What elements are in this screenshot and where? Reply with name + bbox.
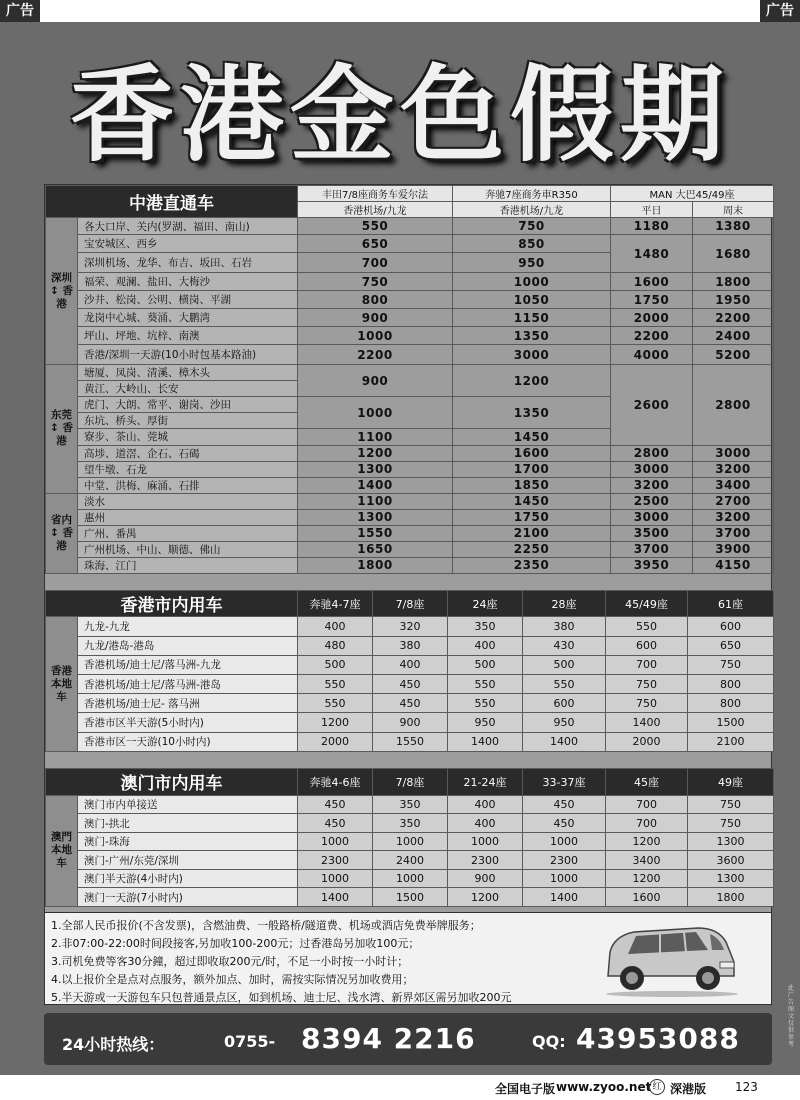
price-cell: 1200 bbox=[448, 888, 523, 907]
macau-table bbox=[45, 768, 774, 907]
route-cell: 香港市区半天游(5小时内) bbox=[78, 713, 298, 732]
price-cell: 450 bbox=[523, 814, 606, 833]
price-cell: 900 bbox=[298, 365, 453, 397]
price-cell: 750 bbox=[688, 655, 774, 674]
route-cell: 澳门-广州/东莞/深圳 bbox=[78, 851, 298, 870]
price-cell: 1480 bbox=[611, 235, 693, 273]
price-cell: 1350 bbox=[453, 397, 611, 429]
price-cell: 750 bbox=[606, 694, 688, 713]
vehicle-benz: 奔驰7座商务車R350 bbox=[453, 186, 611, 202]
price-cell: 2000 bbox=[611, 309, 693, 327]
price-cell: 500 bbox=[523, 655, 606, 674]
footer-site-link[interactable]: www.zyoo.net bbox=[556, 1080, 652, 1094]
price-cell: 1850 bbox=[453, 477, 611, 493]
price-cell: 600 bbox=[523, 694, 606, 713]
price-cell: 1550 bbox=[373, 732, 448, 751]
hotline-label: 24小时热线： bbox=[62, 1035, 165, 1054]
region-province: 省内 ↕ 香港 bbox=[46, 493, 78, 573]
price-cell: 3700 bbox=[611, 541, 693, 557]
hongkong-rows bbox=[46, 617, 774, 752]
headline: 香港金色假期 bbox=[69, 54, 730, 176]
price-cell: 3950 bbox=[611, 557, 693, 573]
side-credit: 此广告图文仅供参考 bbox=[788, 985, 795, 1048]
price-cell: 1000 bbox=[298, 327, 453, 345]
qq-number: 43953088 bbox=[576, 1022, 740, 1055]
route-cell: 惠州 bbox=[78, 509, 298, 525]
price-cell: 400 bbox=[448, 814, 523, 833]
table-row bbox=[46, 869, 774, 888]
route-cell: 九龙-九龙 bbox=[78, 617, 298, 636]
col-header: 45/49座 bbox=[606, 591, 688, 617]
route-cell: 淡水 bbox=[78, 493, 298, 509]
price-cell: 550 bbox=[298, 675, 373, 694]
footer-logo-icon: 红 bbox=[649, 1079, 665, 1095]
price-cell: 600 bbox=[606, 636, 688, 655]
price-cell: 2500 bbox=[611, 493, 693, 509]
route-cell: 高埗、道滘、企石、石碣 bbox=[78, 445, 298, 461]
price-cell: 2800 bbox=[693, 365, 774, 445]
price-cell: 750 bbox=[606, 675, 688, 694]
price-cell: 650 bbox=[688, 636, 774, 655]
price-cell: 2400 bbox=[373, 851, 448, 870]
col-header: 33-37座 bbox=[523, 769, 606, 796]
route-cell: 广州、番禺 bbox=[78, 525, 298, 541]
price-cell: 1300 bbox=[298, 461, 453, 477]
route-cell: 寮步、茶山、莞城 bbox=[78, 429, 298, 445]
price-cell: 350 bbox=[448, 617, 523, 636]
price-cell: 750 bbox=[688, 814, 774, 833]
price-cell: 3500 bbox=[611, 525, 693, 541]
price-cell: 2600 bbox=[611, 365, 693, 445]
price-cell: 3700 bbox=[693, 525, 774, 541]
price-cell: 4150 bbox=[693, 557, 774, 573]
price-cell: 650 bbox=[298, 235, 453, 253]
route-cell: 各大口岸、关内(罗湖、福田、南山) bbox=[78, 218, 298, 235]
region-hongkong: 香港 本地 车 bbox=[46, 617, 78, 752]
region-macau: 澳門 本地 车 bbox=[46, 795, 78, 906]
table-row bbox=[46, 655, 774, 674]
route-cell: 虎门、大朗、常平、谢岗、沙田 bbox=[78, 397, 298, 413]
crossborder-title: 中港直通车 bbox=[46, 186, 298, 218]
price-cell: 2200 bbox=[693, 309, 774, 327]
price-cell: 3400 bbox=[693, 477, 774, 493]
price-cell: 2350 bbox=[453, 557, 611, 573]
subhead-weekday: 平日 bbox=[611, 202, 693, 218]
price-cell: 1400 bbox=[606, 713, 688, 732]
price-cell: 550 bbox=[298, 218, 453, 235]
price-cell: 1750 bbox=[611, 291, 693, 309]
price-cell: 900 bbox=[448, 869, 523, 888]
price-cell: 1500 bbox=[373, 888, 448, 907]
price-cell: 2000 bbox=[606, 732, 688, 751]
price-cell: 1000 bbox=[373, 832, 448, 851]
hongkong-table bbox=[45, 590, 774, 752]
price-cell: 1180 bbox=[611, 218, 693, 235]
route-cell: 香港机场/迪士尼- 落马洲 bbox=[78, 694, 298, 713]
price-cell: 2100 bbox=[688, 732, 774, 751]
price-cell: 1800 bbox=[693, 273, 774, 291]
price-cell: 2200 bbox=[298, 345, 453, 365]
price-cell: 800 bbox=[298, 291, 453, 309]
ad-tag-left: 广告 bbox=[0, 0, 40, 22]
vehicle-toyota: 丰田7/8座商务车爱尔法 bbox=[298, 186, 453, 202]
price-cell: 1500 bbox=[688, 713, 774, 732]
table-row bbox=[46, 675, 774, 694]
price-cell: 2400 bbox=[693, 327, 774, 345]
price-cell: 450 bbox=[298, 795, 373, 814]
note-line: 1.全部人民币报价(不含发票)，含燃油费、一般路桥/隧道费、机场或酒店免费举牌服务； bbox=[51, 919, 481, 932]
price-cell: 3000 bbox=[611, 461, 693, 477]
price-cell: 2700 bbox=[693, 493, 774, 509]
macau-rows bbox=[46, 795, 774, 906]
price-cell: 2800 bbox=[611, 445, 693, 461]
price-cell: 2200 bbox=[611, 327, 693, 345]
price-cell: 700 bbox=[606, 795, 688, 814]
price-cell: 1350 bbox=[453, 327, 611, 345]
price-cell: 380 bbox=[373, 636, 448, 655]
table-row bbox=[46, 795, 774, 814]
col-header: 28座 bbox=[523, 591, 606, 617]
price-cell: 700 bbox=[606, 655, 688, 674]
route-cell: 望牛墩、石龙 bbox=[78, 461, 298, 477]
price-cell: 700 bbox=[298, 253, 453, 273]
price-cell: 450 bbox=[373, 694, 448, 713]
price-cell: 1300 bbox=[688, 869, 774, 888]
price-cell: 3000 bbox=[693, 445, 774, 461]
hotline-bar bbox=[44, 1013, 772, 1065]
route-cell: 香港机场/迪士尼/落马洲-港岛 bbox=[78, 675, 298, 694]
price-cell: 3600 bbox=[688, 851, 774, 870]
price-cell: 480 bbox=[298, 636, 373, 655]
price-cell: 800 bbox=[688, 694, 774, 713]
price-cell: 350 bbox=[373, 814, 448, 833]
price-cell: 3400 bbox=[606, 851, 688, 870]
vehicle-bus: MAN 大巴45/49座 bbox=[611, 186, 774, 202]
price-cell: 1300 bbox=[298, 509, 453, 525]
footer-section: 深港版 bbox=[670, 1082, 707, 1096]
route-cell: 澳门一天游(7小时内) bbox=[78, 888, 298, 907]
section-gap bbox=[45, 752, 771, 768]
route-cell: 广州机场、中山、顺德、佛山 bbox=[78, 541, 298, 557]
route-cell: 澳门半天游(4小时内) bbox=[78, 869, 298, 888]
price-cell: 750 bbox=[298, 273, 453, 291]
price-cell: 1450 bbox=[453, 493, 611, 509]
route-cell: 九龙/港岛-港岛 bbox=[78, 636, 298, 655]
price-cell: 500 bbox=[298, 655, 373, 674]
col-header: 24座 bbox=[448, 591, 523, 617]
route-cell: 黄江、大岭山、长安 bbox=[78, 381, 298, 397]
table-row bbox=[46, 636, 774, 655]
price-cell: 550 bbox=[523, 675, 606, 694]
price-cell: 430 bbox=[523, 636, 606, 655]
price-cell: 550 bbox=[606, 617, 688, 636]
footer-edition: 全国电子版 bbox=[495, 1082, 556, 1096]
note-line: 2.非07:00-22:00时间段接客,另加收100-200元；过香港岛另加收100元； bbox=[51, 937, 420, 950]
price-cell: 1800 bbox=[688, 888, 774, 907]
route-cell: 宝安城区、西乡 bbox=[78, 235, 298, 253]
price-cell: 600 bbox=[688, 617, 774, 636]
price-cell: 4000 bbox=[611, 345, 693, 365]
price-cell: 1650 bbox=[298, 541, 453, 557]
route-cell: 沙井、松岗、公明、横岗、平湖 bbox=[78, 291, 298, 309]
route-cell: 澳门市内单接送 bbox=[78, 795, 298, 814]
route-cell: 中堂、洪梅、麻涌、石排 bbox=[78, 477, 298, 493]
col-header: 45座 bbox=[606, 769, 688, 796]
price-cell: 1000 bbox=[298, 397, 453, 429]
price-cell: 1400 bbox=[298, 888, 373, 907]
price-cell: 1000 bbox=[373, 869, 448, 888]
price-cell: 1450 bbox=[453, 429, 611, 445]
page-footer bbox=[0, 1075, 800, 1100]
price-cell: 900 bbox=[373, 713, 448, 732]
route-cell: 香港/深圳一天游(10小时包基本路油) bbox=[78, 345, 298, 365]
region-shenzhen: 深圳 ↕ 香港 bbox=[46, 218, 78, 365]
table-row bbox=[46, 832, 774, 851]
price-cell: 3900 bbox=[693, 541, 774, 557]
price-cell: 1300 bbox=[688, 832, 774, 851]
route-cell: 澳门-拱北 bbox=[78, 814, 298, 833]
price-cell: 5200 bbox=[693, 345, 774, 365]
col-header: 7/8座 bbox=[373, 769, 448, 796]
price-cell: 2000 bbox=[298, 732, 373, 751]
macau-title: 澳门市内用车 bbox=[46, 769, 298, 796]
price-cell: 550 bbox=[448, 694, 523, 713]
price-cell: 1100 bbox=[298, 493, 453, 509]
price-cell: 750 bbox=[453, 218, 611, 235]
price-cell: 1600 bbox=[611, 273, 693, 291]
qq-label: QQ: bbox=[532, 1032, 566, 1051]
price-cell: 500 bbox=[448, 655, 523, 674]
price-cell: 1950 bbox=[693, 291, 774, 309]
section-gap bbox=[45, 574, 771, 590]
price-cell: 800 bbox=[688, 675, 774, 694]
price-cell: 3200 bbox=[611, 477, 693, 493]
price-board bbox=[44, 184, 772, 989]
hotline-number: 8394 2216 bbox=[301, 1022, 476, 1055]
col-header: 61座 bbox=[688, 591, 774, 617]
table-row bbox=[46, 694, 774, 713]
price-cell: 380 bbox=[523, 617, 606, 636]
hongkong-title: 香港市内用车 bbox=[46, 591, 298, 617]
price-cell: 550 bbox=[448, 675, 523, 694]
subhead-benz: 香港机场/九龙 bbox=[453, 202, 611, 218]
route-cell: 香港市区一天游(10小时内) bbox=[78, 732, 298, 751]
table-row bbox=[46, 713, 774, 732]
route-cell: 塘厦、凤岗、清溪、樟木头 bbox=[78, 365, 298, 381]
price-cell: 1600 bbox=[453, 445, 611, 461]
price-cell: 1050 bbox=[453, 291, 611, 309]
price-cell: 400 bbox=[448, 795, 523, 814]
ad-tag-right: 广告 bbox=[760, 0, 800, 22]
price-cell: 1800 bbox=[298, 557, 453, 573]
crossborder-table bbox=[45, 185, 774, 574]
price-cell: 1200 bbox=[606, 832, 688, 851]
price-cell: 2250 bbox=[453, 541, 611, 557]
price-cell: 1400 bbox=[523, 732, 606, 751]
price-cell: 950 bbox=[523, 713, 606, 732]
price-cell: 1600 bbox=[606, 888, 688, 907]
price-cell: 1400 bbox=[448, 732, 523, 751]
price-cell: 450 bbox=[298, 814, 373, 833]
price-cell: 1000 bbox=[453, 273, 611, 291]
note-line: 3.司机免费等客30分鐘，超过即收取200元/时，不足一小时按一小时计； bbox=[51, 955, 409, 968]
price-cell: 700 bbox=[606, 814, 688, 833]
price-cell: 950 bbox=[453, 253, 611, 273]
price-cell: 450 bbox=[523, 795, 606, 814]
subhead-weekend: 周末 bbox=[693, 202, 774, 218]
price-cell: 1000 bbox=[523, 869, 606, 888]
col-header: 49座 bbox=[688, 769, 774, 796]
price-cell: 3200 bbox=[693, 461, 774, 477]
note-line: 5.半天游或一天游包车只包普通景点区，如到机场、迪士尼、浅水湾、新界郊区需另加收200元 bbox=[51, 991, 512, 1004]
price-cell: 950 bbox=[448, 713, 523, 732]
price-cell: 1200 bbox=[453, 365, 611, 397]
price-cell: 1400 bbox=[298, 477, 453, 493]
price-cell: 1200 bbox=[606, 869, 688, 888]
price-cell: 850 bbox=[453, 235, 611, 253]
price-cell: 1150 bbox=[453, 309, 611, 327]
price-cell: 1000 bbox=[448, 832, 523, 851]
price-cell: 1100 bbox=[298, 429, 453, 445]
price-cell: 400 bbox=[448, 636, 523, 655]
price-cell: 3200 bbox=[693, 509, 774, 525]
price-cell: 1000 bbox=[298, 832, 373, 851]
route-cell: 福荣、观澜、盐田、大梅沙 bbox=[78, 273, 298, 291]
price-cell: 900 bbox=[298, 309, 453, 327]
route-cell: 珠海、江门 bbox=[78, 557, 298, 573]
price-cell: 400 bbox=[298, 617, 373, 636]
table-row bbox=[46, 888, 774, 907]
table-row bbox=[46, 814, 774, 833]
route-cell: 香港机场/迪士尼/落马洲-九龙 bbox=[78, 655, 298, 674]
price-cell: 320 bbox=[373, 617, 448, 636]
price-cell: 1200 bbox=[298, 713, 373, 732]
price-cell: 1550 bbox=[298, 525, 453, 541]
price-cell: 350 bbox=[373, 795, 448, 814]
price-cell: 1380 bbox=[693, 218, 774, 235]
price-cell: 1000 bbox=[523, 832, 606, 851]
col-header: 7/8座 bbox=[373, 591, 448, 617]
price-cell: 1000 bbox=[298, 869, 373, 888]
col-header: 奔驰4-7座 bbox=[298, 591, 373, 617]
price-cell: 2100 bbox=[453, 525, 611, 541]
price-cell: 2300 bbox=[298, 851, 373, 870]
price-cell: 2300 bbox=[448, 851, 523, 870]
price-cell: 1400 bbox=[523, 888, 606, 907]
table-row bbox=[46, 617, 774, 636]
col-header: 21-24座 bbox=[448, 769, 523, 796]
price-cell: 2300 bbox=[523, 851, 606, 870]
region-dongguan: 东莞 ↕ 香港 bbox=[46, 365, 78, 493]
price-cell: 450 bbox=[373, 675, 448, 694]
page-number: 123 bbox=[735, 1080, 758, 1094]
price-cell: 1680 bbox=[693, 235, 774, 273]
route-cell: 坪山、坪地、坑梓、南澳 bbox=[78, 327, 298, 345]
price-cell: 750 bbox=[688, 795, 774, 814]
table-row bbox=[46, 851, 774, 870]
price-cell: 550 bbox=[298, 694, 373, 713]
price-cell: 1700 bbox=[453, 461, 611, 477]
route-cell: 东坑、桥头、厚街 bbox=[78, 413, 298, 429]
price-cell: 1750 bbox=[453, 509, 611, 525]
price-cell: 1200 bbox=[298, 445, 453, 461]
price-cell: 3000 bbox=[611, 509, 693, 525]
price-cell: 3000 bbox=[453, 345, 611, 365]
subhead-toyota: 香港机场/九龙 bbox=[298, 202, 453, 218]
price-cell: 400 bbox=[373, 655, 448, 674]
route-cell: 澳门-珠海 bbox=[78, 832, 298, 851]
hotline-area-code: 0755- bbox=[224, 1032, 276, 1051]
van-illustration bbox=[600, 918, 740, 998]
route-cell: 深圳机场、龙华、布吉、坂田、石岩 bbox=[78, 253, 298, 273]
table-row bbox=[46, 732, 774, 751]
route-cell: 龙岗中心城、葵涌、大鹏湾 bbox=[78, 309, 298, 327]
note-line: 4.以上报价全是点对点服务，额外加点、加时，需按实际情况另加收费用； bbox=[51, 973, 414, 986]
col-header: 奔驰4-6座 bbox=[298, 769, 373, 796]
